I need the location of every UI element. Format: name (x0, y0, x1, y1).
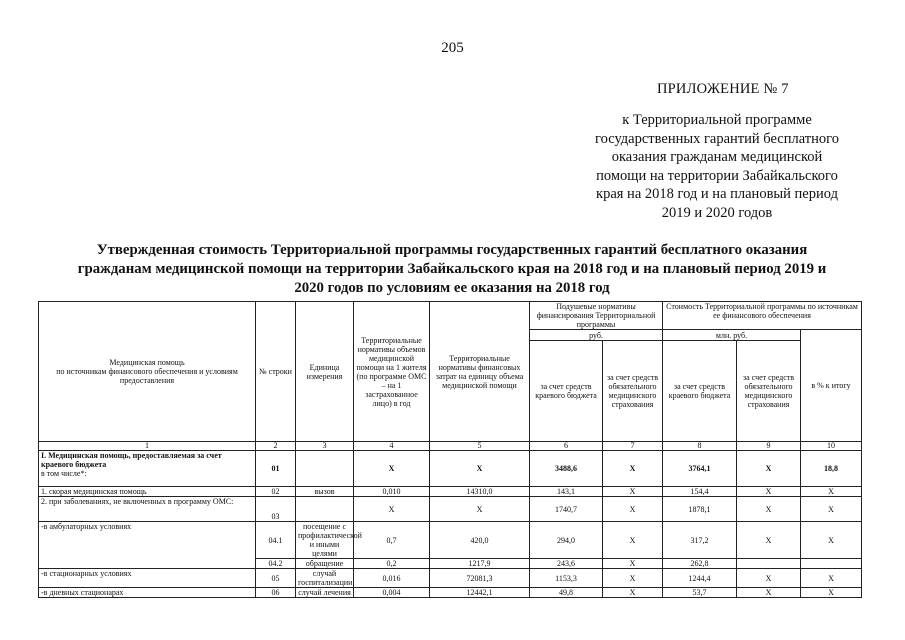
row-volume: 0,7 (354, 522, 430, 559)
row-cost: 1217,9 (430, 559, 530, 569)
row-pc-oms: Х (603, 569, 663, 588)
row-c-oms: Х (737, 522, 801, 559)
row-cost: 12442,1 (430, 588, 530, 598)
row-unit: вызов (296, 487, 354, 497)
title-line: Утвержденная стоимость Территориальной программы государственных гарантий бесплатного оказания (96, 242, 808, 258)
header-percent-total: в % к итогу (801, 330, 862, 442)
row-c-oms (737, 559, 801, 569)
subtitle-line: края на 2018 год и на плановый период (596, 186, 838, 202)
row-c-budget: 1244,4 (663, 569, 737, 588)
header-per-capita-group: Подушевые нормативы финансирования Территориальной программы (530, 302, 663, 330)
row-pc-budget: 1153,3 (530, 569, 603, 588)
row-line: 04.2 (256, 559, 296, 569)
column-number: 7 (603, 442, 663, 451)
row-c-budget: 262,8 (663, 559, 737, 569)
row-pc-oms: Х (603, 497, 663, 522)
row-unit: посещение с профилактической и иными целями (296, 522, 354, 559)
appendix-subtitle (572, 111, 862, 222)
subtitle-line: государственных гарантий бесплатного (595, 130, 839, 147)
row-name: 1. скорая медицинская помощь (39, 487, 256, 497)
row-c-oms: Х (737, 451, 801, 487)
table-row (39, 497, 862, 522)
document-title (52, 241, 852, 298)
table-row (39, 451, 862, 487)
row-cost: 14310,0 (430, 487, 530, 497)
column-number: 4 (354, 442, 430, 451)
column-number: 6 (530, 442, 603, 451)
row-name (39, 451, 256, 487)
header-line-no: № строки (256, 302, 296, 442)
row-c-budget: 317,2 (663, 522, 737, 559)
row-cost: Х (430, 451, 530, 487)
row-line: 03 (256, 497, 296, 522)
row-pc-oms: Х (603, 451, 663, 487)
row-name: -в амбулаторных условиях (39, 522, 256, 569)
row-volume: 0,010 (354, 487, 430, 497)
row-percent: Х (801, 497, 862, 522)
column-number: 10 (801, 442, 862, 451)
row-pc-budget: 294,0 (530, 522, 603, 559)
row-volume: Х (354, 451, 430, 487)
header-regional-budget: за счет средств краевого бюджета (530, 341, 603, 442)
row-percent (801, 559, 862, 569)
row-volume: 0,004 (354, 588, 430, 598)
header-unit: Единица измерения (296, 302, 354, 442)
row-volume: Х (354, 497, 430, 522)
row-cost: 420,0 (430, 522, 530, 559)
column-number: 9 (737, 442, 801, 451)
row-pc-budget: 49,8 (530, 588, 603, 598)
header-cost-norms: Территориальные нормативы финансовых затрат на единицу объема медицинской помощи (430, 302, 530, 442)
row-c-budget: 154,4 (663, 487, 737, 497)
row-pc-budget: 243,6 (530, 559, 603, 569)
column-number: 3 (296, 442, 354, 451)
page-number: 205 (441, 40, 464, 56)
row-unit: обращение (296, 559, 354, 569)
subtitle-line: оказания гражданам медицинской (611, 149, 823, 165)
row-percent: Х (801, 569, 862, 588)
row-pc-oms: Х (603, 522, 663, 559)
row-volume: 0,016 (354, 569, 430, 588)
row-pc-budget: 143,1 (530, 487, 603, 497)
appendix-label: ПРИЛОЖЕНИЕ № 7 (657, 81, 789, 97)
row-pc-oms: Х (603, 588, 663, 598)
row-name-suffix: в том числе*: (41, 469, 87, 478)
header-medical-help: Медицинская помощь по источникам финансового обеспечения и условиям предоставления (39, 302, 256, 442)
row-percent: Х (801, 487, 862, 497)
column-number: 8 (663, 442, 737, 451)
row-c-oms: Х (737, 487, 801, 497)
row-percent: Х (801, 522, 862, 559)
row-c-budget: 1878,1 (663, 497, 737, 522)
row-unit (296, 497, 354, 522)
row-cost: Х (430, 497, 530, 522)
row-line: 06 (256, 588, 296, 598)
row-line: 05 (256, 569, 296, 588)
row-unit: случай лечения (296, 588, 354, 598)
row-volume: 0,2 (354, 559, 430, 569)
row-line: 02 (256, 487, 296, 497)
title-line: гражданам медицинской помощи на территории Забайкальского края на 2018 год и на плановый период 2019 и (77, 261, 827, 277)
header-cost-group: Стоимость Территориальной программы по источникам ее финансового обеспечения (663, 302, 862, 330)
row-percent: 18,8 (801, 451, 862, 487)
row-c-budget: 3764,1 (663, 451, 737, 487)
row-pc-oms: Х (603, 487, 663, 497)
table-row (39, 487, 862, 497)
row-line: 04.1 (256, 522, 296, 559)
header-mln-rub: млн. руб. (663, 330, 801, 341)
row-c-oms: Х (737, 569, 801, 588)
header-regional-budget-cost: за счет средств краевого бюджета (663, 341, 737, 442)
column-number: 1 (39, 442, 256, 451)
row-name: -в стационарных условиях (39, 569, 256, 588)
row-percent: Х (801, 588, 862, 598)
row-c-budget: 53,7 (663, 588, 737, 598)
row-pc-budget: 3488,6 (530, 451, 603, 487)
row-c-oms: Х (737, 497, 801, 522)
row-pc-budget: 1740,7 (530, 497, 603, 522)
subtitle-line: 2019 и 2020 годов (661, 204, 773, 221)
header-rub: руб. (530, 330, 663, 341)
subtitle-line: к Территориальной программе (622, 112, 812, 128)
table-row (39, 588, 862, 598)
row-name-text: I. Медицинская помощь, предоставляемая за счет краевого бюджета (41, 451, 222, 469)
row-cost: 72081,3 (430, 569, 530, 588)
table-row (39, 522, 862, 559)
cost-table (38, 301, 862, 598)
column-number: 2 (256, 442, 296, 451)
header-oms-funds-cost: за счет средств обязательного медицинского страхования (737, 341, 801, 442)
title-line: 2020 годов по условиям ее оказания на 2018 год (294, 280, 610, 296)
header-oms-funds: за счет средств обязательного медицинского страхования (603, 341, 663, 442)
row-name: 2. при заболеваниях, не включенных в программу ОМС: (39, 497, 256, 522)
row-name: -в дневных стационарах (39, 588, 256, 598)
header-volume-norms: Территориальные нормативы объемов медицинской помощи на 1 жителя (по программе ОМС – на 1 застрахованное лицо) в год (354, 302, 430, 442)
column-number: 5 (430, 442, 530, 451)
row-pc-oms: Х (603, 559, 663, 569)
table-row (39, 569, 862, 588)
row-line: 01 (256, 451, 296, 487)
row-c-oms: Х (737, 588, 801, 598)
subtitle-line: помощи на территории Забайкальского (596, 167, 838, 184)
row-unit (296, 451, 354, 487)
row-unit: случай госпитализации (296, 569, 354, 588)
